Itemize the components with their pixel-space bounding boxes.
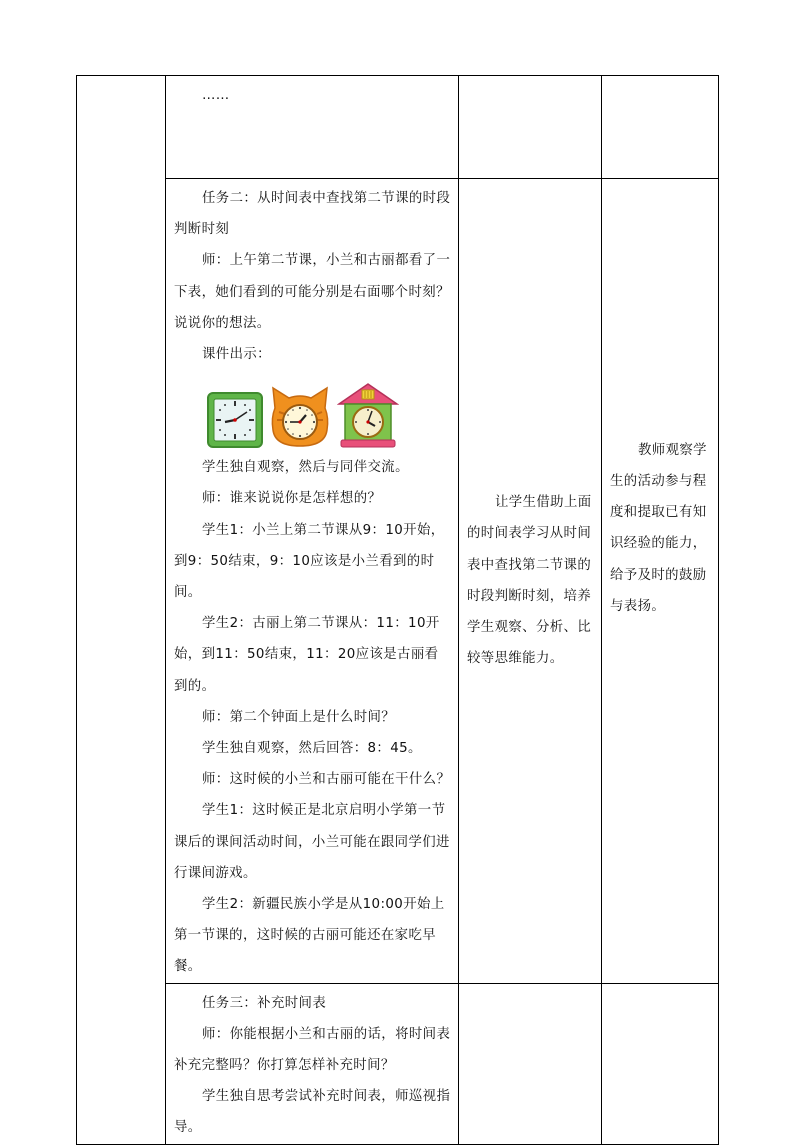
student-answer: 学生2：古丽上第二节课从：11：10开始，到11：50结束，11：20应该是古丽看到的。	[174, 616, 440, 694]
student-answer: 学生2：新疆民族小学是从10:00开始上第一节课的，这时候的古丽可能还在家吃早餐。	[174, 897, 445, 975]
evaluation-cell	[602, 179, 719, 984]
courseware-label: 课件出示：	[202, 347, 271, 363]
house-clock-icon	[337, 382, 399, 448]
teacher-question: 师：你能根据小兰和古丽的话，将时间表补充完整吗？你打算怎样补充时间？	[174, 1026, 451, 1074]
task-three-heading: 任务三：补充时间表	[202, 995, 327, 1011]
teacher-question: 师：这时候的小兰和古丽可能在干什么？	[202, 772, 451, 788]
student-answer: 学生独自观察，然后回答：8：45。	[202, 741, 422, 757]
evaluation-cell	[602, 983, 719, 1144]
stage-column-cell	[77, 76, 166, 1145]
activity-cell	[166, 983, 459, 1144]
ellipsis-text: ……	[202, 88, 230, 103]
activity-cell	[166, 179, 459, 984]
student-answer: 学生1：这时候正是北京启明小学第一节课后的课间活动时间，小兰可能在跟同学们进行课间游戏。	[174, 803, 450, 881]
intent-cell	[459, 76, 602, 179]
table-row	[77, 983, 719, 1144]
student-activity: 学生独自思考尝试补充时间表，师巡视指导。	[174, 1089, 451, 1136]
cat-clock-icon	[269, 386, 331, 448]
table-row	[77, 179, 719, 984]
observe-text: 学生独自观察，然后与同伴交流。	[202, 460, 409, 476]
teacher-question: 师：谁来说说你是怎样想的？	[202, 491, 382, 507]
intent-cell	[459, 179, 602, 984]
evaluation-text: 教师观察学生的活动参与程度和提取已有知识经验的能力，给予及时的鼓励与表扬。	[610, 442, 707, 614]
design-intent-text: 让学生借助上面的时间表学习从时间表中查找第二节课的时段判断时刻，培养学生观察、分析、比较等思维能力。	[467, 495, 592, 667]
teacher-question: 师：第二个钟面上是什么时间？	[202, 709, 396, 725]
clock-images	[174, 376, 452, 448]
student-answer: 学生1：小兰上第二节课从9：10开始，到9：50结束，9：10应该是小兰看到的时间。	[174, 522, 445, 601]
task-two-heading: 任务二：从时间表中查找第二节课的时段判断时刻	[174, 191, 451, 238]
square-clock-icon	[207, 392, 263, 448]
table-row	[77, 76, 719, 179]
evaluation-cell	[602, 76, 719, 179]
intent-cell	[459, 983, 602, 1144]
activity-cell	[166, 76, 459, 179]
teacher-question: 师：上午第二节课，小兰和古丽都看了一下表，她们看到的可能分别是右面哪个时刻？说说你的想法。	[174, 253, 451, 331]
lesson-plan-table	[76, 75, 719, 1145]
